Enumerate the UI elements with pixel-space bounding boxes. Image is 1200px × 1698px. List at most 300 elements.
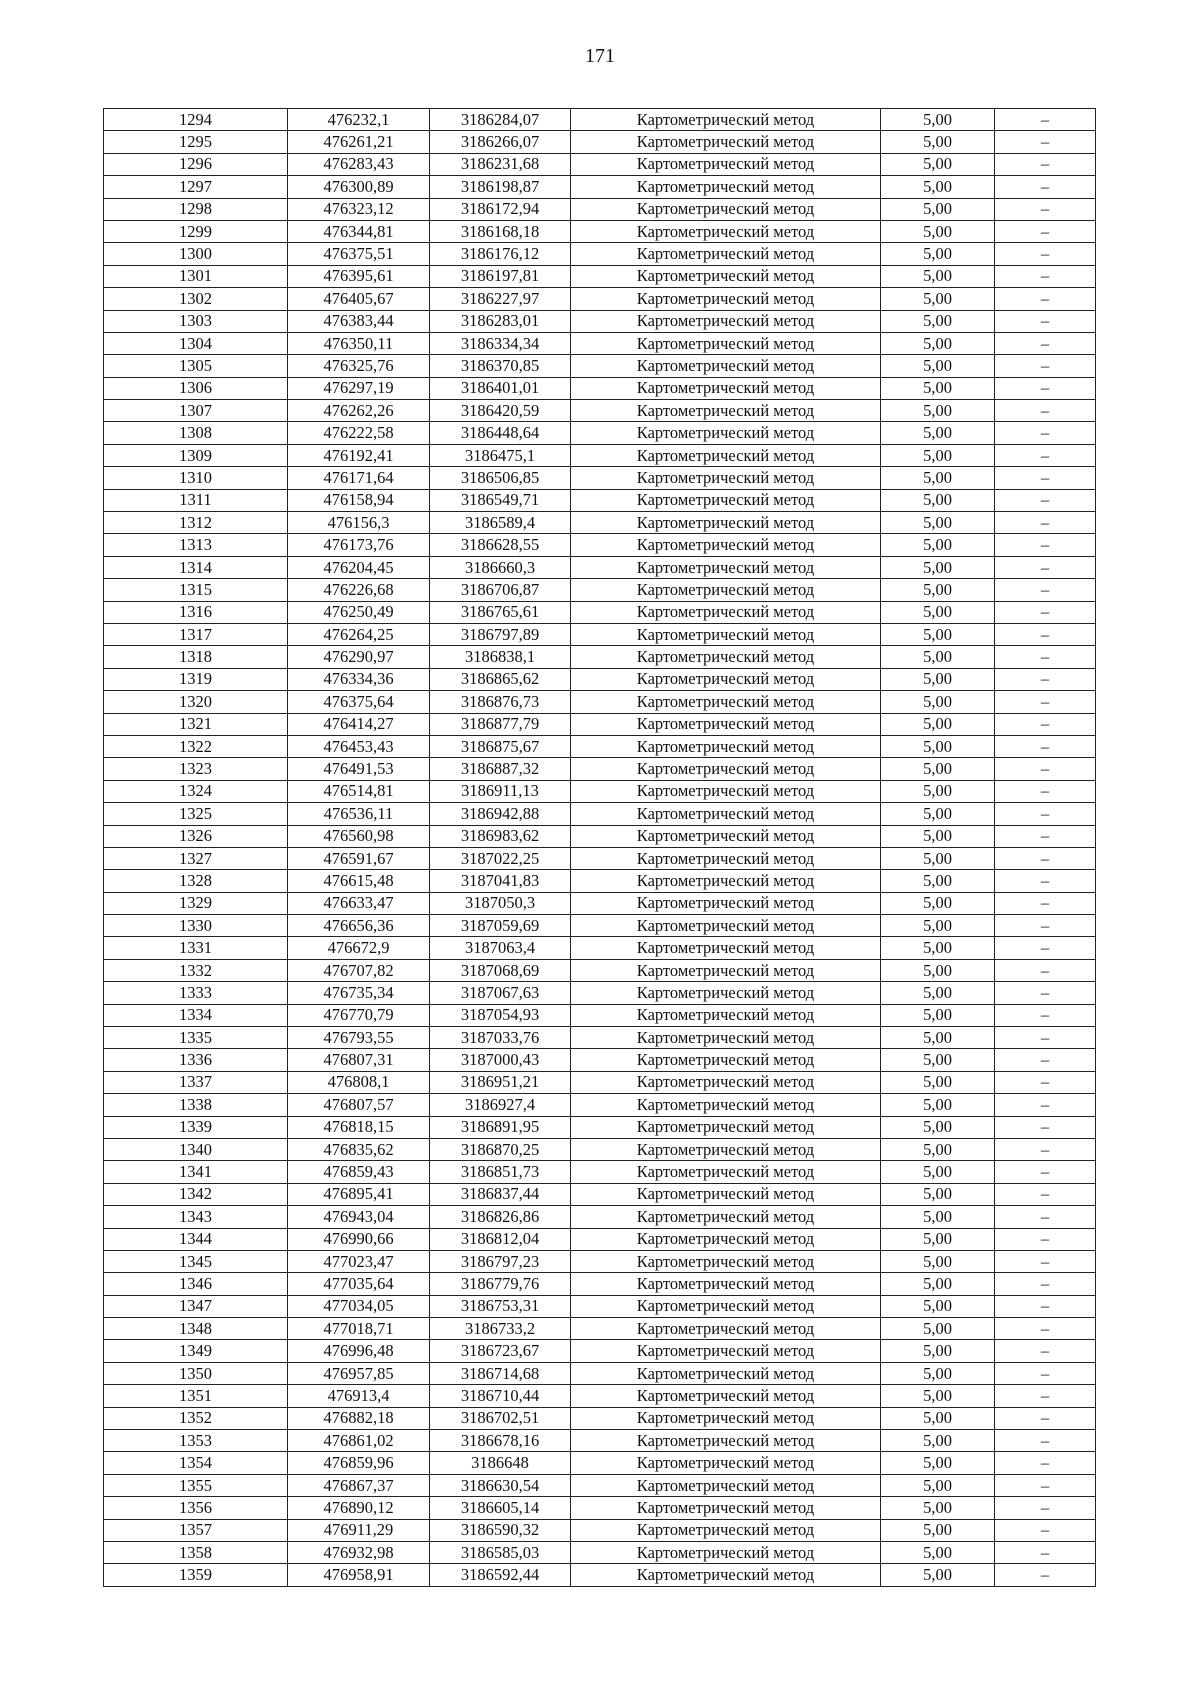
x-coordinate-cell: 477034,05 xyxy=(288,1295,430,1317)
table-row xyxy=(104,1340,1096,1362)
accuracy-cell: 5,00 xyxy=(881,220,995,242)
description-cell: – xyxy=(995,198,1096,220)
accuracy-cell: 5,00 xyxy=(881,623,995,645)
accuracy-cell: 5,00 xyxy=(881,691,995,713)
table-row xyxy=(104,310,1096,332)
x-coordinate-cell: 476344,81 xyxy=(288,220,430,242)
accuracy-cell: 5,00 xyxy=(881,847,995,869)
x-coordinate-cell: 476323,12 xyxy=(288,198,430,220)
method-cell: Картометрический метод xyxy=(571,1049,881,1071)
table-row xyxy=(104,109,1096,131)
description-cell: – xyxy=(995,422,1096,444)
y-coordinate-cell: 3186198,87 xyxy=(430,176,571,198)
method-cell: Картометрический метод xyxy=(571,1385,881,1407)
table-row xyxy=(104,332,1096,354)
x-coordinate-cell: 476514,81 xyxy=(288,780,430,802)
accuracy-cell: 5,00 xyxy=(881,1116,995,1138)
accuracy-cell: 5,00 xyxy=(881,1318,995,1340)
method-cell: Картометрический метод xyxy=(571,1519,881,1541)
x-coordinate-cell: 476325,76 xyxy=(288,355,430,377)
x-coordinate-cell: 476958,91 xyxy=(288,1564,430,1586)
y-coordinate-cell: 3186589,4 xyxy=(430,512,571,534)
accuracy-cell: 5,00 xyxy=(881,1138,995,1160)
accuracy-cell: 5,00 xyxy=(881,1542,995,1564)
table-row xyxy=(104,288,1096,310)
point-number-cell: 1307 xyxy=(104,400,288,422)
accuracy-cell: 5,00 xyxy=(881,556,995,578)
point-number-cell: 1347 xyxy=(104,1295,288,1317)
method-cell: Картометрический метод xyxy=(571,512,881,534)
description-cell: – xyxy=(995,646,1096,668)
y-coordinate-cell: 3186592,44 xyxy=(430,1564,571,1586)
accuracy-cell: 5,00 xyxy=(881,803,995,825)
table-row xyxy=(104,1564,1096,1586)
y-coordinate-cell: 3186176,12 xyxy=(430,243,571,265)
accuracy-cell: 5,00 xyxy=(881,534,995,556)
x-coordinate-cell: 476707,82 xyxy=(288,959,430,981)
description-cell: – xyxy=(995,915,1096,937)
accuracy-cell: 5,00 xyxy=(881,1564,995,1586)
y-coordinate-cell: 3186702,51 xyxy=(430,1407,571,1429)
method-cell: Картометрический метод xyxy=(571,220,881,242)
description-cell: – xyxy=(995,534,1096,556)
y-coordinate-cell: 3186837,44 xyxy=(430,1183,571,1205)
y-coordinate-cell: 3187022,25 xyxy=(430,847,571,869)
x-coordinate-cell: 476261,21 xyxy=(288,131,430,153)
x-coordinate-cell: 476192,41 xyxy=(288,444,430,466)
description-cell: – xyxy=(995,489,1096,511)
point-number-cell: 1325 xyxy=(104,803,288,825)
accuracy-cell: 5,00 xyxy=(881,1094,995,1116)
x-coordinate-cell: 476283,43 xyxy=(288,153,430,175)
accuracy-cell: 5,00 xyxy=(881,109,995,131)
method-cell: Картометрический метод xyxy=(571,355,881,377)
point-number-cell: 1359 xyxy=(104,1564,288,1586)
point-number-cell: 1306 xyxy=(104,377,288,399)
y-coordinate-cell: 3187068,69 xyxy=(430,959,571,981)
table-row xyxy=(104,1161,1096,1183)
coordinates-table-body xyxy=(104,109,1096,1587)
x-coordinate-cell: 476158,94 xyxy=(288,489,430,511)
x-coordinate-cell: 476770,79 xyxy=(288,1004,430,1026)
point-number-cell: 1296 xyxy=(104,153,288,175)
x-coordinate-cell: 476375,64 xyxy=(288,691,430,713)
method-cell: Картометрический метод xyxy=(571,288,881,310)
description-cell: – xyxy=(995,1071,1096,1093)
table-row xyxy=(104,198,1096,220)
method-cell: Картометрический метод xyxy=(571,1474,881,1496)
point-number-cell: 1342 xyxy=(104,1183,288,1205)
point-number-cell: 1317 xyxy=(104,623,288,645)
point-number-cell: 1352 xyxy=(104,1407,288,1429)
description-cell: – xyxy=(995,1027,1096,1049)
x-coordinate-cell: 476808,1 xyxy=(288,1071,430,1093)
point-number-cell: 1351 xyxy=(104,1385,288,1407)
point-number-cell: 1334 xyxy=(104,1004,288,1026)
accuracy-cell: 5,00 xyxy=(881,1407,995,1429)
y-coordinate-cell: 3186475,1 xyxy=(430,444,571,466)
accuracy-cell: 5,00 xyxy=(881,332,995,354)
y-coordinate-cell: 3186401,01 xyxy=(430,377,571,399)
x-coordinate-cell: 476264,25 xyxy=(288,623,430,645)
description-cell: – xyxy=(995,288,1096,310)
x-coordinate-cell: 476990,66 xyxy=(288,1228,430,1250)
x-coordinate-cell: 476300,89 xyxy=(288,176,430,198)
accuracy-cell: 5,00 xyxy=(881,310,995,332)
description-cell: – xyxy=(995,780,1096,802)
point-number-cell: 1329 xyxy=(104,892,288,914)
y-coordinate-cell: 3186887,32 xyxy=(430,758,571,780)
accuracy-cell: 5,00 xyxy=(881,892,995,914)
description-cell: – xyxy=(995,803,1096,825)
table-row xyxy=(104,556,1096,578)
y-coordinate-cell: 3186231,68 xyxy=(430,153,571,175)
x-coordinate-cell: 476375,51 xyxy=(288,243,430,265)
y-coordinate-cell: 3186765,61 xyxy=(430,601,571,623)
method-cell: Картометрический метод xyxy=(571,176,881,198)
accuracy-cell: 5,00 xyxy=(881,243,995,265)
x-coordinate-cell: 476453,43 xyxy=(288,735,430,757)
description-cell: – xyxy=(995,220,1096,242)
method-cell: Картометрический метод xyxy=(571,1273,881,1295)
x-coordinate-cell: 476204,45 xyxy=(288,556,430,578)
table-row xyxy=(104,534,1096,556)
table-row xyxy=(104,355,1096,377)
description-cell: – xyxy=(995,892,1096,914)
description-cell: – xyxy=(995,1206,1096,1228)
coordinates-table xyxy=(103,108,1096,1587)
table-row xyxy=(104,1385,1096,1407)
accuracy-cell: 5,00 xyxy=(881,198,995,220)
y-coordinate-cell: 3186876,73 xyxy=(430,691,571,713)
y-coordinate-cell: 3187000,43 xyxy=(430,1049,571,1071)
description-cell: – xyxy=(995,847,1096,869)
y-coordinate-cell: 3187054,93 xyxy=(430,1004,571,1026)
x-coordinate-cell: 476262,26 xyxy=(288,400,430,422)
x-coordinate-cell: 476536,11 xyxy=(288,803,430,825)
accuracy-cell: 5,00 xyxy=(881,153,995,175)
x-coordinate-cell: 476793,55 xyxy=(288,1027,430,1049)
y-coordinate-cell: 3186797,23 xyxy=(430,1250,571,1272)
description-cell: – xyxy=(995,601,1096,623)
description-cell: – xyxy=(995,870,1096,892)
table-row xyxy=(104,1049,1096,1071)
description-cell: – xyxy=(995,1430,1096,1452)
table-row xyxy=(104,780,1096,802)
y-coordinate-cell: 3187041,83 xyxy=(430,870,571,892)
description-cell: – xyxy=(995,556,1096,578)
description-cell: – xyxy=(995,1116,1096,1138)
y-coordinate-cell: 3186865,62 xyxy=(430,668,571,690)
point-number-cell: 1312 xyxy=(104,512,288,534)
method-cell: Картометрический метод xyxy=(571,1004,881,1026)
y-coordinate-cell: 3186266,07 xyxy=(430,131,571,153)
description-cell: – xyxy=(995,243,1096,265)
x-coordinate-cell: 476911,29 xyxy=(288,1519,430,1541)
method-cell: Картометрический метод xyxy=(571,579,881,601)
description-cell: – xyxy=(995,1250,1096,1272)
point-number-cell: 1337 xyxy=(104,1071,288,1093)
method-cell: Картометрический метод xyxy=(571,489,881,511)
description-cell: – xyxy=(995,691,1096,713)
x-coordinate-cell: 476943,04 xyxy=(288,1206,430,1228)
point-number-cell: 1335 xyxy=(104,1027,288,1049)
x-coordinate-cell: 476222,58 xyxy=(288,422,430,444)
description-cell: – xyxy=(995,1542,1096,1564)
table-row xyxy=(104,1206,1096,1228)
method-cell: Картометрический метод xyxy=(571,444,881,466)
table-row xyxy=(104,847,1096,869)
y-coordinate-cell: 3186706,87 xyxy=(430,579,571,601)
y-coordinate-cell: 3186284,07 xyxy=(430,109,571,131)
accuracy-cell: 5,00 xyxy=(881,937,995,959)
x-coordinate-cell: 476491,53 xyxy=(288,758,430,780)
point-number-cell: 1322 xyxy=(104,735,288,757)
y-coordinate-cell: 3186891,95 xyxy=(430,1116,571,1138)
point-number-cell: 1301 xyxy=(104,265,288,287)
table-row xyxy=(104,422,1096,444)
x-coordinate-cell: 476405,67 xyxy=(288,288,430,310)
x-coordinate-cell: 476996,48 xyxy=(288,1340,430,1362)
table-row xyxy=(104,1318,1096,1340)
method-cell: Картометрический метод xyxy=(571,735,881,757)
description-cell: – xyxy=(995,735,1096,757)
y-coordinate-cell: 3186506,85 xyxy=(430,467,571,489)
table-row xyxy=(104,803,1096,825)
method-cell: Картометрический метод xyxy=(571,803,881,825)
point-number-cell: 1297 xyxy=(104,176,288,198)
method-cell: Картометрический метод xyxy=(571,131,881,153)
description-cell: – xyxy=(995,265,1096,287)
x-coordinate-cell: 476560,98 xyxy=(288,825,430,847)
x-coordinate-cell: 476861,02 xyxy=(288,1430,430,1452)
method-cell: Картометрический метод xyxy=(571,713,881,735)
method-cell: Картометрический метод xyxy=(571,825,881,847)
x-coordinate-cell: 476171,64 xyxy=(288,467,430,489)
description-cell: – xyxy=(995,1519,1096,1541)
method-cell: Картометрический метод xyxy=(571,1340,881,1362)
method-cell: Картометрический метод xyxy=(571,1452,881,1474)
x-coordinate-cell: 476735,34 xyxy=(288,982,430,1004)
method-cell: Картометрический метод xyxy=(571,646,881,668)
table-row xyxy=(104,623,1096,645)
method-cell: Картометрический метод xyxy=(571,1116,881,1138)
point-number-cell: 1341 xyxy=(104,1161,288,1183)
method-cell: Картометрический метод xyxy=(571,959,881,981)
table-row xyxy=(104,1027,1096,1049)
method-cell: Картометрический метод xyxy=(571,534,881,556)
table-row xyxy=(104,512,1096,534)
description-cell: – xyxy=(995,467,1096,489)
table-row xyxy=(104,467,1096,489)
point-number-cell: 1303 xyxy=(104,310,288,332)
accuracy-cell: 5,00 xyxy=(881,870,995,892)
table-row xyxy=(104,758,1096,780)
table-row xyxy=(104,959,1096,981)
point-number-cell: 1326 xyxy=(104,825,288,847)
description-cell: – xyxy=(995,1138,1096,1160)
description-cell: – xyxy=(995,982,1096,1004)
x-coordinate-cell: 476867,37 xyxy=(288,1474,430,1496)
y-coordinate-cell: 3187063,4 xyxy=(430,937,571,959)
point-number-cell: 1355 xyxy=(104,1474,288,1496)
y-coordinate-cell: 3186678,16 xyxy=(430,1430,571,1452)
description-cell: – xyxy=(995,1004,1096,1026)
accuracy-cell: 5,00 xyxy=(881,512,995,534)
point-number-cell: 1305 xyxy=(104,355,288,377)
accuracy-cell: 5,00 xyxy=(881,1340,995,1362)
point-number-cell: 1318 xyxy=(104,646,288,668)
method-cell: Картометрический метод xyxy=(571,1430,881,1452)
description-cell: – xyxy=(995,512,1096,534)
method-cell: Картометрический метод xyxy=(571,758,881,780)
point-number-cell: 1339 xyxy=(104,1116,288,1138)
x-coordinate-cell: 476895,41 xyxy=(288,1183,430,1205)
table-row xyxy=(104,1183,1096,1205)
method-cell: Картометрический метод xyxy=(571,915,881,937)
x-coordinate-cell: 476890,12 xyxy=(288,1497,430,1519)
y-coordinate-cell: 3186605,14 xyxy=(430,1497,571,1519)
method-cell: Картометрический метод xyxy=(571,109,881,131)
y-coordinate-cell: 3186448,64 xyxy=(430,422,571,444)
page-number: 171 xyxy=(585,45,615,67)
table-row xyxy=(104,1542,1096,1564)
y-coordinate-cell: 3186227,97 xyxy=(430,288,571,310)
y-coordinate-cell: 3186590,32 xyxy=(430,1519,571,1541)
table-row xyxy=(104,668,1096,690)
description-cell: – xyxy=(995,623,1096,645)
description-cell: – xyxy=(995,825,1096,847)
y-coordinate-cell: 3186168,18 xyxy=(430,220,571,242)
y-coordinate-cell: 3186172,94 xyxy=(430,198,571,220)
point-number-cell: 1340 xyxy=(104,1138,288,1160)
table-row xyxy=(104,825,1096,847)
description-cell: – xyxy=(995,1295,1096,1317)
table-row xyxy=(104,982,1096,1004)
y-coordinate-cell: 3186942,88 xyxy=(430,803,571,825)
description-cell: – xyxy=(995,1564,1096,1586)
point-number-cell: 1333 xyxy=(104,982,288,1004)
y-coordinate-cell: 3186733,2 xyxy=(430,1318,571,1340)
point-number-cell: 1331 xyxy=(104,937,288,959)
accuracy-cell: 5,00 xyxy=(881,668,995,690)
y-coordinate-cell: 3186283,01 xyxy=(430,310,571,332)
accuracy-cell: 5,00 xyxy=(881,1497,995,1519)
table-row xyxy=(104,937,1096,959)
y-coordinate-cell: 3186870,25 xyxy=(430,1138,571,1160)
description-cell: – xyxy=(995,1318,1096,1340)
description-cell: – xyxy=(995,1452,1096,1474)
y-coordinate-cell: 3187033,76 xyxy=(430,1027,571,1049)
method-cell: Картометрический метод xyxy=(571,1228,881,1250)
x-coordinate-cell: 476957,85 xyxy=(288,1362,430,1384)
point-number-cell: 1311 xyxy=(104,489,288,511)
method-cell: Картометрический метод xyxy=(571,1318,881,1340)
y-coordinate-cell: 3186838,1 xyxy=(430,646,571,668)
accuracy-cell: 5,00 xyxy=(881,646,995,668)
x-coordinate-cell: 476395,61 xyxy=(288,265,430,287)
y-coordinate-cell: 3186648 xyxy=(430,1452,571,1474)
x-coordinate-cell: 477023,47 xyxy=(288,1250,430,1272)
point-number-cell: 1357 xyxy=(104,1519,288,1541)
point-number-cell: 1348 xyxy=(104,1318,288,1340)
table-row xyxy=(104,735,1096,757)
accuracy-cell: 5,00 xyxy=(881,1004,995,1026)
description-cell: – xyxy=(995,1183,1096,1205)
description-cell: – xyxy=(995,109,1096,131)
point-number-cell: 1294 xyxy=(104,109,288,131)
accuracy-cell: 5,00 xyxy=(881,131,995,153)
method-cell: Картометрический метод xyxy=(571,870,881,892)
point-number-cell: 1344 xyxy=(104,1228,288,1250)
point-number-cell: 1327 xyxy=(104,847,288,869)
point-number-cell: 1349 xyxy=(104,1340,288,1362)
point-number-cell: 1353 xyxy=(104,1430,288,1452)
x-coordinate-cell: 477035,64 xyxy=(288,1273,430,1295)
y-coordinate-cell: 3186585,03 xyxy=(430,1542,571,1564)
table-row xyxy=(104,1094,1096,1116)
method-cell: Картометрический метод xyxy=(571,467,881,489)
table-row xyxy=(104,1474,1096,1496)
y-coordinate-cell: 3186630,54 xyxy=(430,1474,571,1496)
method-cell: Картометрический метод xyxy=(571,1027,881,1049)
x-coordinate-cell: 476156,3 xyxy=(288,512,430,534)
description-cell: – xyxy=(995,959,1096,981)
x-coordinate-cell: 476232,1 xyxy=(288,109,430,131)
method-cell: Картометрический метод xyxy=(571,1362,881,1384)
table-row xyxy=(104,1362,1096,1384)
description-cell: – xyxy=(995,1340,1096,1362)
description-cell: – xyxy=(995,444,1096,466)
x-coordinate-cell: 476859,96 xyxy=(288,1452,430,1474)
accuracy-cell: 5,00 xyxy=(881,959,995,981)
description-cell: – xyxy=(995,758,1096,780)
accuracy-cell: 5,00 xyxy=(881,1430,995,1452)
accuracy-cell: 5,00 xyxy=(881,579,995,601)
description-cell: – xyxy=(995,1228,1096,1250)
description-cell: – xyxy=(995,668,1096,690)
accuracy-cell: 5,00 xyxy=(881,1250,995,1272)
point-number-cell: 1336 xyxy=(104,1049,288,1071)
point-number-cell: 1338 xyxy=(104,1094,288,1116)
accuracy-cell: 5,00 xyxy=(881,176,995,198)
point-number-cell: 1314 xyxy=(104,556,288,578)
method-cell: Картометрический метод xyxy=(571,332,881,354)
x-coordinate-cell: 476932,98 xyxy=(288,1542,430,1564)
point-number-cell: 1304 xyxy=(104,332,288,354)
method-cell: Картометрический метод xyxy=(571,556,881,578)
x-coordinate-cell: 476350,11 xyxy=(288,332,430,354)
method-cell: Картометрический метод xyxy=(571,422,881,444)
accuracy-cell: 5,00 xyxy=(881,265,995,287)
y-coordinate-cell: 3186851,73 xyxy=(430,1161,571,1183)
method-cell: Картометрический метод xyxy=(571,623,881,645)
x-coordinate-cell: 476383,44 xyxy=(288,310,430,332)
table-row xyxy=(104,243,1096,265)
description-cell: – xyxy=(995,1407,1096,1429)
x-coordinate-cell: 476835,62 xyxy=(288,1138,430,1160)
point-number-cell: 1315 xyxy=(104,579,288,601)
point-number-cell: 1323 xyxy=(104,758,288,780)
y-coordinate-cell: 3186334,34 xyxy=(430,332,571,354)
point-number-cell: 1343 xyxy=(104,1206,288,1228)
accuracy-cell: 5,00 xyxy=(881,780,995,802)
description-cell: – xyxy=(995,1273,1096,1295)
table-row xyxy=(104,1519,1096,1541)
y-coordinate-cell: 3186549,71 xyxy=(430,489,571,511)
x-coordinate-cell: 476818,15 xyxy=(288,1116,430,1138)
x-coordinate-cell: 476226,68 xyxy=(288,579,430,601)
